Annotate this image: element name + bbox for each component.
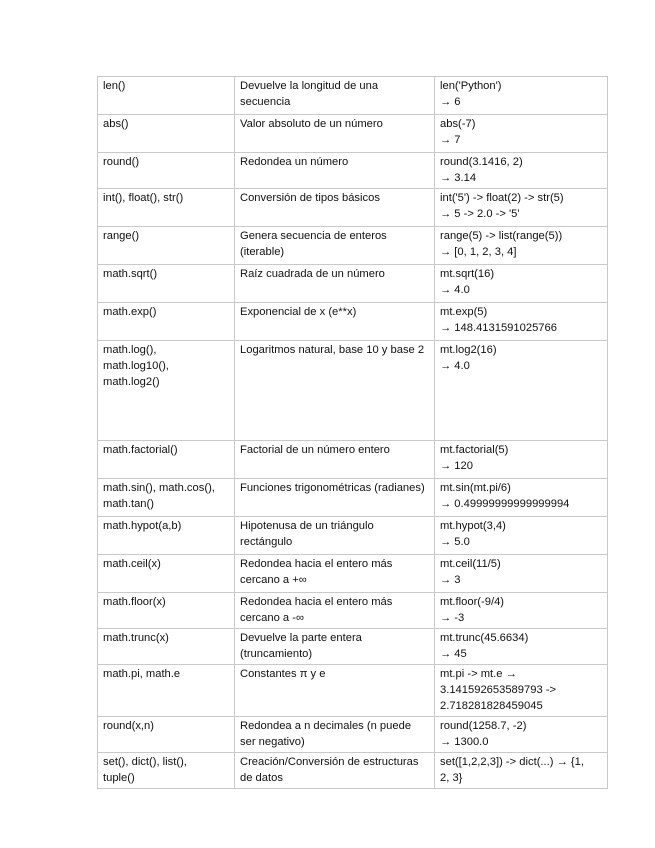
function-name-line: math.factorial() (103, 444, 178, 456)
example-line: → 1300.0 (440, 736, 489, 748)
function-name-line: len() (103, 80, 126, 92)
function-name-line: math.trunc(x) (103, 632, 169, 644)
example-line: round(1258.7, -2) (440, 720, 527, 732)
example-line: mt.exp(5) (440, 306, 488, 318)
function-name-line: math.exp() (103, 306, 157, 318)
table-row (98, 517, 608, 555)
example-cell (435, 753, 608, 789)
description-cell (235, 517, 435, 555)
description-cell (235, 753, 435, 789)
function-name-cell (98, 153, 235, 189)
description-cell (235, 593, 435, 629)
function-name-line: round(x,n) (103, 720, 154, 732)
example-line: abs(-7) (440, 118, 476, 130)
function-name-line: math.ceil(x) (103, 558, 161, 570)
description-text: Creación/Conversión de estructuras de datos (240, 756, 419, 784)
function-name-cell (98, 303, 235, 341)
example-cell (435, 593, 608, 629)
description-cell (235, 629, 435, 665)
example-line: mt.log2(16) (440, 344, 497, 356)
description-text: Redondea un número (240, 156, 349, 168)
description-text: Raíz cuadrada de un número (240, 268, 385, 280)
function-name-line: math.sqrt() (103, 268, 158, 280)
example-cell (435, 479, 608, 517)
example-cell (435, 77, 608, 115)
table-row (98, 629, 608, 665)
function-name-line: round() (103, 156, 140, 168)
description-cell (235, 153, 435, 189)
function-name-cell (98, 593, 235, 629)
example-line: → 3 (440, 574, 461, 586)
example-cell (435, 303, 608, 341)
example-cell (435, 555, 608, 593)
description-cell (235, 265, 435, 303)
table-row (98, 227, 608, 265)
example-line: mt.sqrt(16) (440, 268, 495, 280)
example-line: → 4.0 (440, 360, 470, 372)
function-name-cell (98, 77, 235, 115)
function-name-line: math.log2() (103, 376, 160, 388)
example-line: mt.ceil(11/5) (440, 558, 501, 570)
description-cell (235, 341, 435, 441)
description-text: Genera secuencia de enteros (iterable) (240, 230, 387, 258)
description-text: Redondea a n decimales (n puede ser negativo) (240, 720, 412, 748)
example-cell (435, 341, 608, 441)
function-name-cell (98, 115, 235, 153)
table-row (98, 153, 608, 189)
example-line: mt.pi -> mt.e → (440, 668, 517, 680)
example-cell (435, 517, 608, 555)
description-text: Valor absoluto de un número (240, 118, 383, 130)
description-text: Logaritmos natural, base 10 y base 2 (240, 344, 425, 356)
example-line: → 0.49999999999999994 (440, 498, 570, 510)
description-cell (235, 115, 435, 153)
example-cell (435, 265, 608, 303)
function-name-cell (98, 265, 235, 303)
description-cell (235, 227, 435, 265)
example-line: → 4.0 (440, 284, 470, 296)
example-line: → 148.4131591025766 (440, 322, 557, 334)
function-name-line: math.tan() (103, 498, 154, 510)
example-line: set([1,2,2,3]) -> dict(...) → {1, (440, 756, 584, 768)
function-name-line: math.floor(x) (103, 596, 166, 608)
example-line: → 5 -> 2.0 -> '5' (440, 208, 520, 220)
function-name-line: math.log(), (103, 344, 157, 356)
function-name-cell (98, 441, 235, 479)
example-line: → -3 (440, 612, 465, 624)
description-text: Factorial de un número entero (240, 444, 390, 456)
example-line: → 7 (440, 134, 461, 146)
function-name-line: abs() (103, 118, 129, 130)
function-name-cell (98, 717, 235, 753)
example-line: → 6 (440, 96, 461, 108)
example-line: mt.hypot(3,4) (440, 520, 506, 532)
table-row (98, 441, 608, 479)
description-text: Conversión de tipos básicos (240, 192, 380, 204)
example-line: mt.factorial(5) (440, 444, 509, 456)
description-cell (235, 717, 435, 753)
function-name-line: range() (103, 230, 140, 242)
description-cell (235, 77, 435, 115)
table-row (98, 593, 608, 629)
function-name-line: set(), dict(), list(), (103, 756, 187, 768)
example-line: int('5') -> float(2) -> str(5) (440, 192, 564, 204)
example-cell (435, 227, 608, 265)
table-row (98, 555, 608, 593)
example-cell (435, 665, 608, 717)
example-cell (435, 115, 608, 153)
table-row (98, 77, 608, 115)
table-row (98, 341, 608, 441)
table-row (98, 665, 608, 717)
example-line: → 120 (440, 460, 473, 472)
example-cell (435, 629, 608, 665)
example-cell (435, 189, 608, 227)
function-name-line: tuple() (103, 772, 135, 784)
table-row (98, 265, 608, 303)
function-name-cell (98, 189, 235, 227)
table-row (98, 189, 608, 227)
table-row (98, 479, 608, 517)
example-line: mt.trunc(45.6634) (440, 632, 529, 644)
table-row (98, 753, 608, 789)
functions-table (97, 76, 608, 789)
description-text: Redondea hacia el entero más cercano a -∞ (240, 596, 393, 624)
table-row (98, 115, 608, 153)
function-name-cell (98, 555, 235, 593)
description-text: Redondea hacia el entero más cercano a +∞ (240, 558, 393, 586)
description-text: Constantes π y e (240, 668, 326, 680)
description-cell (235, 441, 435, 479)
description-cell (235, 189, 435, 227)
function-name-line: math.pi, math.e (103, 668, 181, 680)
example-cell (435, 441, 608, 479)
function-name-line: math.hypot(a,b) (103, 520, 182, 532)
function-name-cell (98, 341, 235, 441)
function-name-cell (98, 479, 235, 517)
example-line: → 45 (440, 648, 467, 660)
description-cell (235, 665, 435, 717)
function-name-cell (98, 517, 235, 555)
description-text: Devuelve la longitud de una secuencia (240, 80, 379, 108)
example-line: mt.floor(-9/4) (440, 596, 505, 608)
description-text: Hipotenusa de un triángulo rectángulo (240, 520, 374, 548)
function-name-cell (98, 629, 235, 665)
function-name-line: int(), float(), str() (103, 192, 184, 204)
example-line: → [0, 1, 2, 3, 4] (440, 246, 517, 258)
functions-table-body (98, 77, 608, 789)
table-row (98, 717, 608, 753)
description-text: Devuelve la parte entera (truncamiento) (240, 632, 362, 660)
description-cell (235, 303, 435, 341)
example-line: len('Python') (440, 80, 502, 92)
function-name-cell (98, 227, 235, 265)
description-cell (235, 479, 435, 517)
example-line: 3.141592653589793 -> (440, 684, 557, 696)
function-name-cell (98, 753, 235, 789)
description-text: Funciones trigonométricas (radianes) (240, 482, 425, 494)
description-cell (235, 555, 435, 593)
example-cell (435, 153, 608, 189)
function-name-line: math.sin(), math.cos(), (103, 482, 215, 494)
function-name-cell (98, 665, 235, 717)
function-name-line: math.log10(), (103, 360, 169, 372)
table-row (98, 303, 608, 341)
example-line: 2, 3} (440, 772, 463, 784)
example-line: 2.718281828459045 (440, 700, 543, 712)
example-line: → 3.14 (440, 172, 477, 184)
example-line: mt.sin(mt.pi/6) (440, 482, 511, 494)
example-line: → 5.0 (440, 536, 470, 548)
description-text: Exponencial de x (e**x) (240, 306, 357, 318)
example-line: range(5) -> list(range(5)) (440, 230, 563, 242)
example-cell (435, 717, 608, 753)
example-line: round(3.1416, 2) (440, 156, 523, 168)
